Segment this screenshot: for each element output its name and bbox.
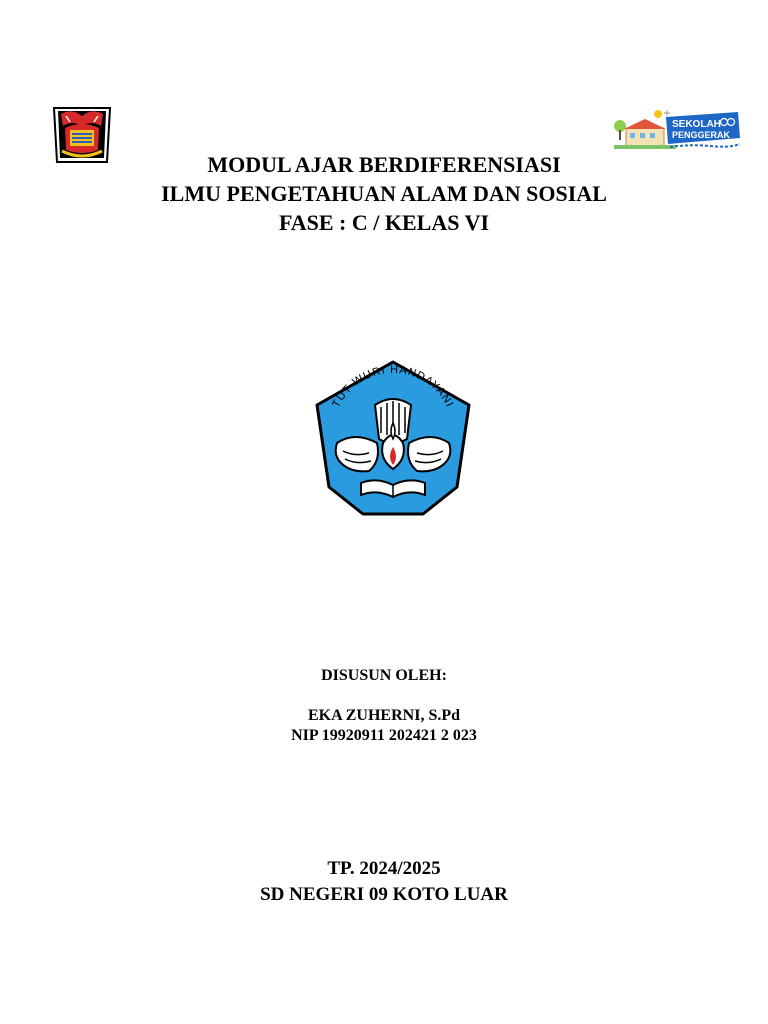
academic-year: TP. 2024/2025 (327, 858, 441, 879)
document-title (0, 150, 768, 237)
school-name: SD NEGERI 09 KOTO LUAR (260, 884, 508, 905)
title-line-1: MODUL AJAR BERDIFERENSIASI (207, 152, 561, 177)
svg-text:SEKOLAH: SEKOLAH (672, 119, 721, 130)
title-line-2: ILMU PENGETAHUAN ALAM DAN SOSIAL (161, 181, 607, 206)
author-name: EKA ZUHERNI, S.Pd (307, 707, 461, 724)
title-line-3: FASE : C / KELAS VI (278, 210, 490, 235)
svg-text:TUT WURI HANDAYANI: TUT WURI HANDAYANI (330, 363, 456, 410)
author-section (0, 666, 768, 746)
author-nip: NIP 19920911 202421 2 023 (291, 727, 477, 744)
author-label: DISUSUN OLEH: (321, 667, 447, 684)
tut-wuri-handayani-emblem-icon (311, 359, 475, 517)
footer-section (0, 856, 768, 908)
svg-text:PENGGERAK: PENGGERAK (672, 130, 731, 140)
sekolah-penggerak-logo (610, 108, 744, 154)
